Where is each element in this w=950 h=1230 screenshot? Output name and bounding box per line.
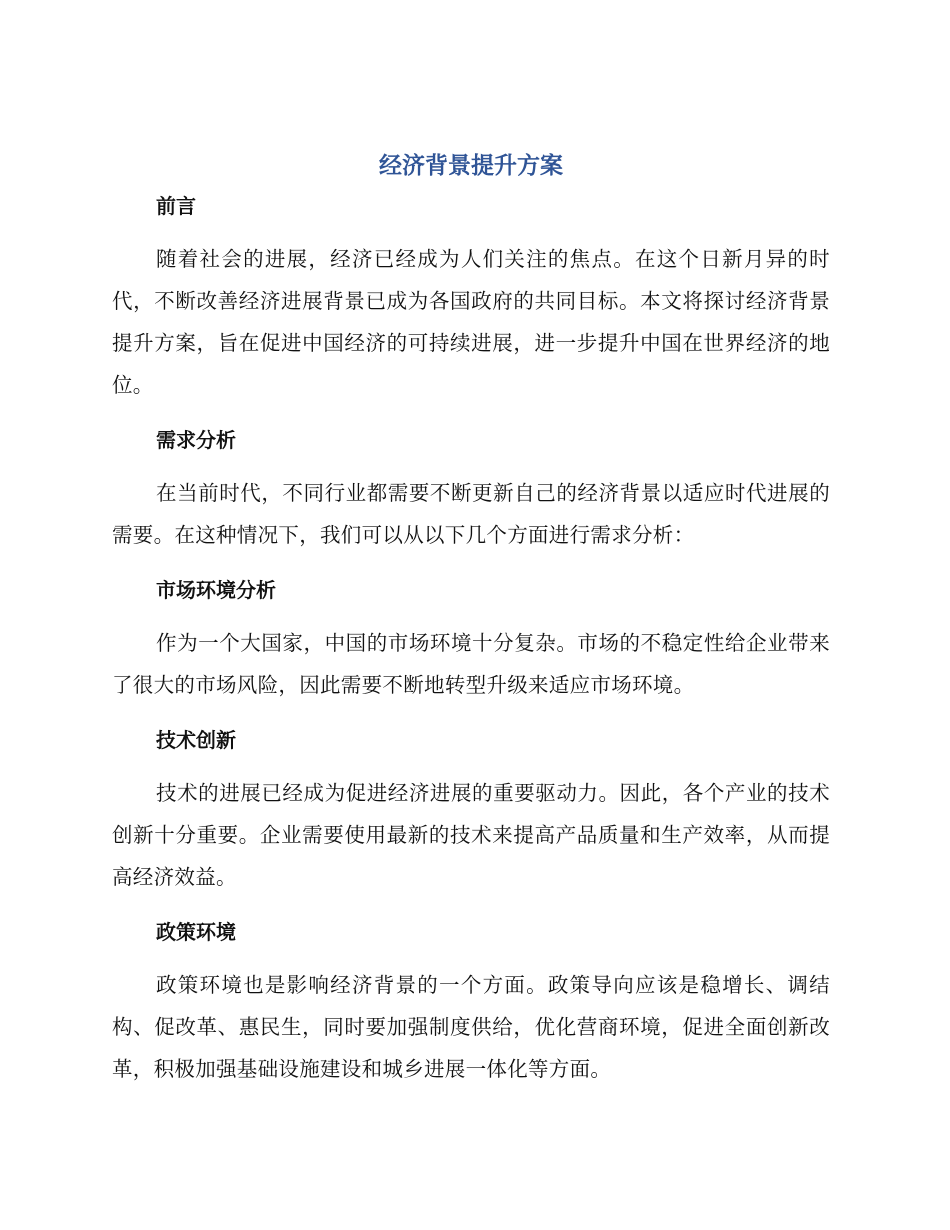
section-heading: 市场环境分析 — [156, 578, 276, 602]
section-paragraph: 随着社会的进展，经济已经成为人们关注的焦点。在这个日新月异的时代，不断改善经济进展背景已成为各国政府的共同目标。本文将探讨经济背景提升方案，旨在促进中国经济的可持续进展，进一步提升中国在世界经济的地位。 — [112, 247, 830, 397]
section-heading: 前言 — [156, 194, 196, 218]
section-heading: 需求分析 — [156, 428, 236, 452]
section-paragraph: 在当前时代，不同行业都需要不断更新自己的经济背景以适应时代进展的需要。在这种情况下，我们可以从以下几个方面进行需求分析： — [112, 481, 830, 547]
document-title: 经济背景提升方案 — [379, 153, 563, 179]
section-policy-environment — [112, 912, 830, 1090]
section-heading: 政策环境 — [156, 920, 236, 944]
section-paragraph: 政策环境也是影响经济背景的一个方面。政策导向应该是稳增长、调结构、促改革、惠民生，同时要加强制度供给，优化营商环境，促进全面创新改革，积极加强基础设施建设和城乡进展一体化等方面。 — [112, 973, 830, 1081]
section-technology-innovation — [112, 720, 830, 898]
section-paragraph: 技术的进展已经成为促进经济进展的重要驱动力。因此，各个产业的技术创新十分重要。企业需要使用最新的技术来提高产品质量和生产效率，从而提高经济效益。 — [112, 781, 830, 889]
section-demand-analysis — [112, 420, 830, 556]
section-preface — [112, 186, 830, 406]
section-market-environment — [112, 570, 830, 706]
section-heading: 技术创新 — [156, 728, 236, 752]
document-content — [112, 146, 830, 1104]
section-paragraph: 作为一个大国家，中国的市场环境十分复杂。市场的不稳定性给企业带来了很大的市场风险，因此需要不断地转型升级来适应市场环境。 — [112, 631, 830, 697]
